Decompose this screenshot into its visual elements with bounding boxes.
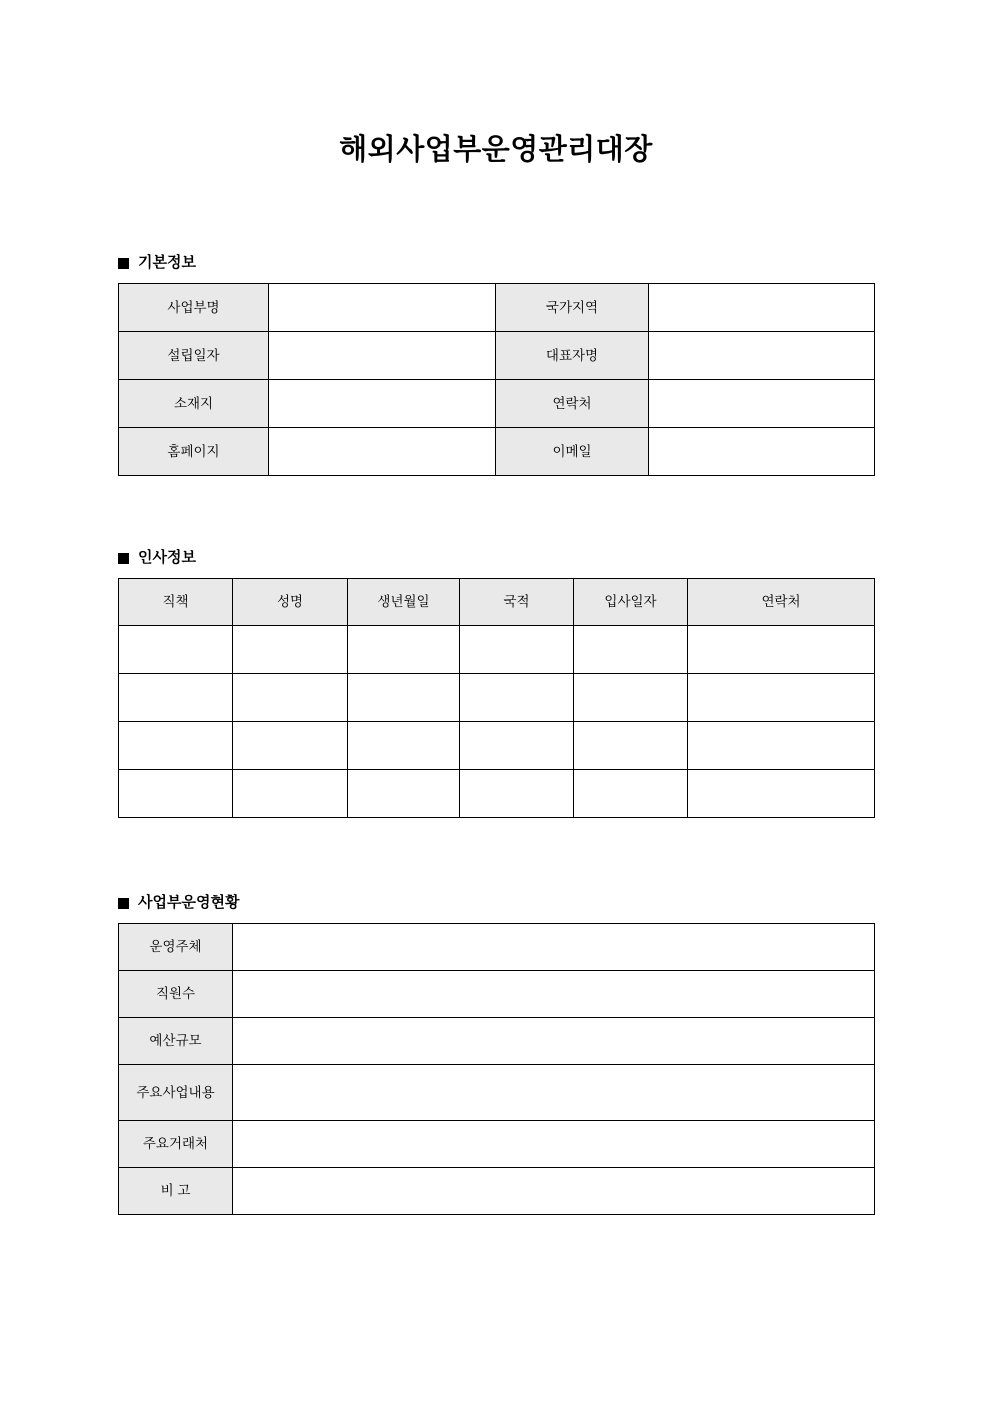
table-header-row xyxy=(119,579,875,626)
column-header-birthdate: 생년월일 xyxy=(348,579,460,626)
cell-name[interactable] xyxy=(233,674,348,722)
table-row xyxy=(119,1121,875,1168)
cell-contact[interactable] xyxy=(688,674,875,722)
field-label-establishment-date: 설립일자 xyxy=(119,332,269,380)
cell-hire-date[interactable] xyxy=(574,770,688,818)
field-value-budget-scale[interactable] xyxy=(233,1018,875,1065)
cell-birthdate[interactable] xyxy=(348,770,460,818)
field-label-location: 소재지 xyxy=(119,380,269,428)
cell-hire-date[interactable] xyxy=(574,722,688,770)
field-label-email: 이메일 xyxy=(496,428,649,476)
cell-contact[interactable] xyxy=(688,722,875,770)
cell-position[interactable] xyxy=(119,722,233,770)
field-label-division-name: 사업부명 xyxy=(119,284,269,332)
field-value-establishment-date[interactable] xyxy=(269,332,496,380)
field-value-representative-name[interactable] xyxy=(649,332,875,380)
table-basic-info xyxy=(118,283,875,476)
square-bullet-icon xyxy=(118,898,129,909)
cell-name[interactable] xyxy=(233,722,348,770)
table-row xyxy=(119,722,875,770)
field-label-budget-scale: 예산규모 xyxy=(119,1018,233,1065)
cell-name[interactable] xyxy=(233,626,348,674)
cell-hire-date[interactable] xyxy=(574,626,688,674)
section-heading-label: 사업부운영현황 xyxy=(138,894,240,911)
cell-nationality[interactable] xyxy=(460,674,574,722)
section-heading-operation-status xyxy=(118,892,874,914)
field-value-operating-entity[interactable] xyxy=(233,924,875,971)
field-value-email[interactable] xyxy=(649,428,875,476)
column-header-contact: 연락처 xyxy=(688,579,875,626)
table-row xyxy=(119,674,875,722)
table-row xyxy=(119,1018,875,1065)
field-value-main-clients[interactable] xyxy=(233,1121,875,1168)
square-bullet-icon xyxy=(118,553,129,564)
field-value-employee-count[interactable] xyxy=(233,971,875,1018)
column-header-name: 성명 xyxy=(233,579,348,626)
cell-birthdate[interactable] xyxy=(348,626,460,674)
section-heading-label: 기본정보 xyxy=(138,254,196,271)
table-row xyxy=(119,626,875,674)
cell-position[interactable] xyxy=(119,626,233,674)
field-label-representative-name: 대표자명 xyxy=(496,332,649,380)
column-header-hire-date: 입사일자 xyxy=(574,579,688,626)
table-row xyxy=(119,428,875,476)
field-value-division-name[interactable] xyxy=(269,284,496,332)
cell-nationality[interactable] xyxy=(460,770,574,818)
section-heading-label: 인사정보 xyxy=(138,549,196,566)
cell-nationality[interactable] xyxy=(460,626,574,674)
field-label-country-region: 국가지역 xyxy=(496,284,649,332)
column-header-position: 직책 xyxy=(119,579,233,626)
section-heading-hr-info xyxy=(118,547,874,569)
section-operation-status xyxy=(118,892,874,1215)
field-label-employee-count: 직원수 xyxy=(119,971,233,1018)
field-label-main-business: 주요사업내용 xyxy=(119,1065,233,1121)
column-header-nationality: 국적 xyxy=(460,579,574,626)
section-basic-info xyxy=(118,252,874,476)
table-row xyxy=(119,1168,875,1215)
table-row xyxy=(119,332,875,380)
cell-name[interactable] xyxy=(233,770,348,818)
field-value-main-business[interactable] xyxy=(233,1065,875,1121)
table-operation-status xyxy=(118,923,875,1215)
field-label-operating-entity: 운영주체 xyxy=(119,924,233,971)
section-hr-info xyxy=(118,547,874,818)
square-bullet-icon xyxy=(118,258,129,269)
cell-nationality[interactable] xyxy=(460,722,574,770)
cell-position[interactable] xyxy=(119,770,233,818)
field-value-homepage[interactable] xyxy=(269,428,496,476)
table-row xyxy=(119,380,875,428)
cell-hire-date[interactable] xyxy=(574,674,688,722)
table-row xyxy=(119,770,875,818)
field-value-country-region[interactable] xyxy=(649,284,875,332)
cell-contact[interactable] xyxy=(688,626,875,674)
field-label-remarks: 비 고 xyxy=(119,1168,233,1215)
field-value-remarks[interactable] xyxy=(233,1168,875,1215)
table-row xyxy=(119,971,875,1018)
section-heading-basic-info xyxy=(118,252,874,274)
table-hr-info xyxy=(118,578,875,818)
cell-birthdate[interactable] xyxy=(348,722,460,770)
table-row xyxy=(119,284,875,332)
field-value-contact[interactable] xyxy=(649,380,875,428)
cell-birthdate[interactable] xyxy=(348,674,460,722)
field-label-main-clients: 주요거래처 xyxy=(119,1121,233,1168)
field-label-homepage: 홈페이지 xyxy=(119,428,269,476)
table-row xyxy=(119,924,875,971)
cell-contact[interactable] xyxy=(688,770,875,818)
table-row xyxy=(119,1065,875,1121)
page-title: 해외사업부운영관리대장 xyxy=(339,134,653,166)
cell-position[interactable] xyxy=(119,674,233,722)
field-label-contact: 연락처 xyxy=(496,380,649,428)
field-value-location[interactable] xyxy=(269,380,496,428)
